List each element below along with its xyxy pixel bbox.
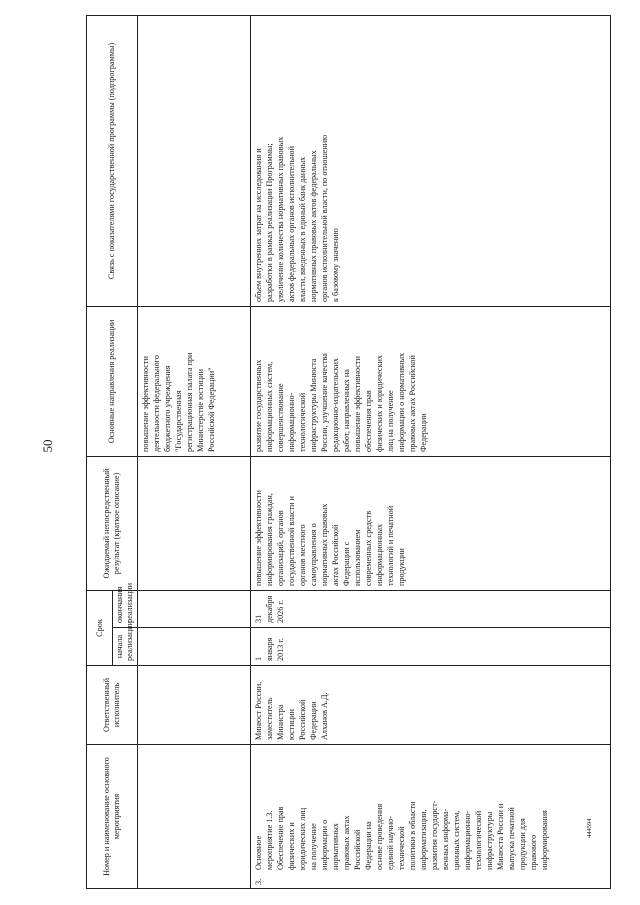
header-result: Ожидаемый непосредственный результат (краткое описание) (87, 456, 138, 590)
header-directions: Основные направления реализации (87, 306, 138, 456)
cell-start: 1 января 2013 г. (251, 628, 611, 666)
cell-directions-continued: повышение эффективности деятельности федерального бюджетного учреждения "Государственная регистрационная палата при Министерстве юстиции Российской Федерации" (138, 306, 251, 456)
header-owner: Ответственный исполнитель (87, 666, 138, 745)
measures-table (86, 15, 611, 889)
document-id: 444594 (586, 818, 593, 838)
page-number: 50 (40, 439, 55, 453)
cell-empty (138, 745, 251, 889)
header-link: Связь с показателями государственной программы (подпрограммы) (87, 15, 138, 306)
measures-table-frame (86, 16, 611, 889)
header-name: Номер и наименование основного мероприятия (87, 745, 138, 889)
header-start: начала реализации (113, 628, 138, 666)
cell-empty (138, 666, 251, 745)
table-header-row (87, 15, 113, 888)
cell-measure-name (251, 745, 611, 889)
continuation-row (138, 15, 251, 888)
cell-owner: Минюст России, заместитель Министра юстиции Российской Федерации Алханов А.Д. (251, 666, 611, 745)
table-row (251, 15, 611, 888)
measure-name: Основное мероприятие 1.3. Обеспечение прав физических и юридических лиц на получение информации о нормативных правовых актах Российской Федерации на основе проведения единой научно- технической политики в области информатизации, развития государст- венных информа- ционных систем, информационно- технологической инфраструктуры Минюста России и выпуска печатной продукции для правового информирования (254, 800, 549, 870)
cell-directions: развитие государственных информационных систем, совершенствование информационно- технологической инфраструктуры Минюста России, улучшение качества редакционно-издательских работ, направленных на повышение эффективности обеспечения прав физических и юридических лиц на получение информации о нормативных правовых актах Российской Федерации (251, 306, 611, 456)
cell-end: 31 декабря 2026 г. (251, 590, 611, 627)
header-term: Срок (87, 590, 113, 665)
row-number: 3. (254, 878, 263, 885)
cell-empty (138, 590, 251, 627)
cell-result: повышение эффективности информирования граждан, организаций, органов государственной власти и органов местного самоуправления о нормативных правовых актах Российской Федерации с использованием современных средств информационных технологий и печатной продукции (251, 456, 611, 590)
cell-link: объем внутренних затрат на исследования и разработки в рамках реализации Программы; увеличение количества нормативных правовых актов федеральных органов исполнительной власти, введенных в единый банк данных нормативных правовых актов федеральных органов исполнительной власти, по отношению к базовому значению (251, 15, 611, 306)
header-end: окончания реализации (113, 590, 138, 627)
cell-empty (138, 456, 251, 590)
cell-empty (138, 628, 251, 666)
cell-empty (138, 15, 251, 306)
